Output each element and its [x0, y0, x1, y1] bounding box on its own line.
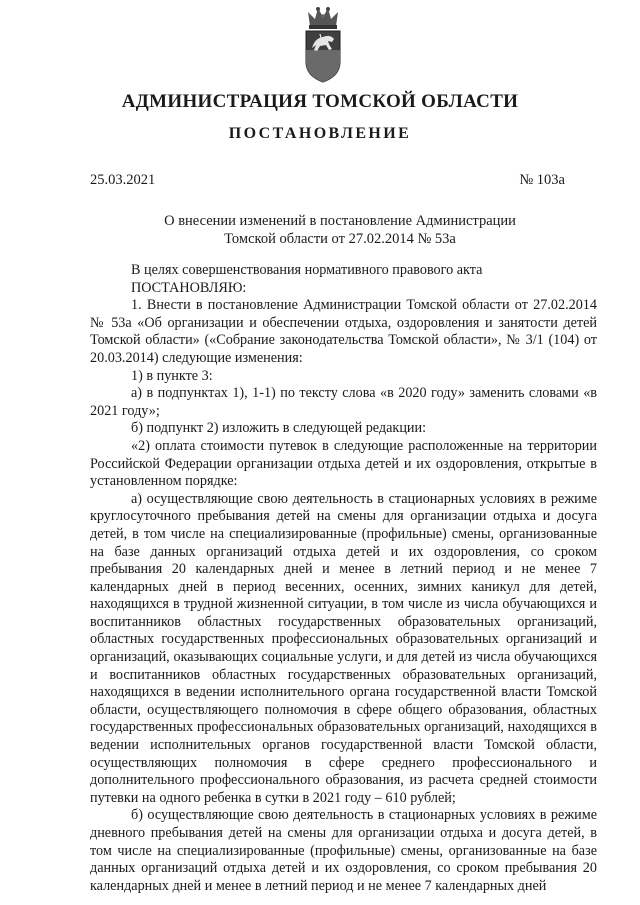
subject-line: О внесении изменений в постановление Администрации	[164, 213, 516, 229]
clause-paragraph: 1. Внести в постановление Администрации Томской области от 27.02.2014 № 53а «Об организации и обеспечении отдыха, оздоровления и занятости детей Томской области» («Собрание законодательства Томской области», № 3/1 (104) от 20.03.2014) следующие изменения:	[90, 297, 597, 366]
document-type: ПОСТАНОВЛЕНИЕ	[228, 125, 412, 142]
clause-paragraph: 1) в пункте 3:	[131, 367, 213, 384]
document-date: 25.03.2021	[90, 172, 156, 188]
subject-line: Томской области от 27.02.2014 № 53а	[224, 230, 456, 247]
clause-paragraph: а) осуществляющие свою деятельность в стационарных условиях в режиме круглосуточного пребывания детей на смены для организации отдыха и досуга детей, в том числе на специализированные (профильные) смены, организованные на базе данных организаций отдыха детей и их оздоровления, со сроком пребывания 20 календарных дней и менее в летний период и не менее 7 календарных дней в период весенних, осенних, зимних каникул для детей, находящихся в трудной жизненной ситуации, в том числе из числа обучающихся и воспитанников областных государственных образовательных организаций, областных государственных профессиональных образовательных организаций и организаций, оказывающих социальные услуги, и для детей из числа обучающихся и воспитанников областных государственных образовательных организаций, находящихся в ведении исполнительного органа государственной власти Томской области, осуществляющего полномочия в сфере общего образования, областных государственных профессиональных образовательных организаций, находящихся в ведении исполнительных органов государственной власти Томской области, осуществляющих полномочия в сфере среднего профессионального и дополнительного профессионального образования, из расчета средней стоимости путевки на одного ребенка в сутки в 2021 году – 610 рублей;	[90, 490, 597, 806]
document-subject	[130, 213, 550, 248]
organization-name: АДМИНИСТРАЦИЯ ТОМСКОЙ ОБЛАСТИ	[121, 91, 519, 112]
coat-of-arms-icon	[298, 4, 348, 84]
clause-paragraph: «2) оплата стоимости путевок в следующие расположенные на территории Российской Федерации организации отдыха детей и их оздоровления, открытые в установленном порядке:	[90, 437, 597, 490]
clause-paragraph: б) подпункт 2) изложить в следующей редакции:	[131, 420, 427, 437]
resolution-keyword: ПОСТАНОВЛЯЮ:	[131, 279, 247, 296]
clause-paragraph: а) в подпунктах 1), 1-1) по тексту слова «в 2020 году» заменить словами «в 2021 году»;	[90, 385, 597, 419]
document-number: № 103а	[519, 172, 565, 188]
clause-paragraph: б) осуществляющие свою деятельность в стационарных условиях в режиме дневного пребывания детей на смены для организации отдыха и досуга детей, в том числе на специализированные (профильные) смены, организованные на базе данных организаций отдыха детей и их оздоровления, со сроком пребывания 20 календарных дней и менее в летний период и не менее 7 календарных дней	[90, 807, 597, 894]
document-body	[90, 262, 597, 895]
preamble-paragraph: В целях совершенствования нормативного правового акта	[131, 262, 483, 278]
